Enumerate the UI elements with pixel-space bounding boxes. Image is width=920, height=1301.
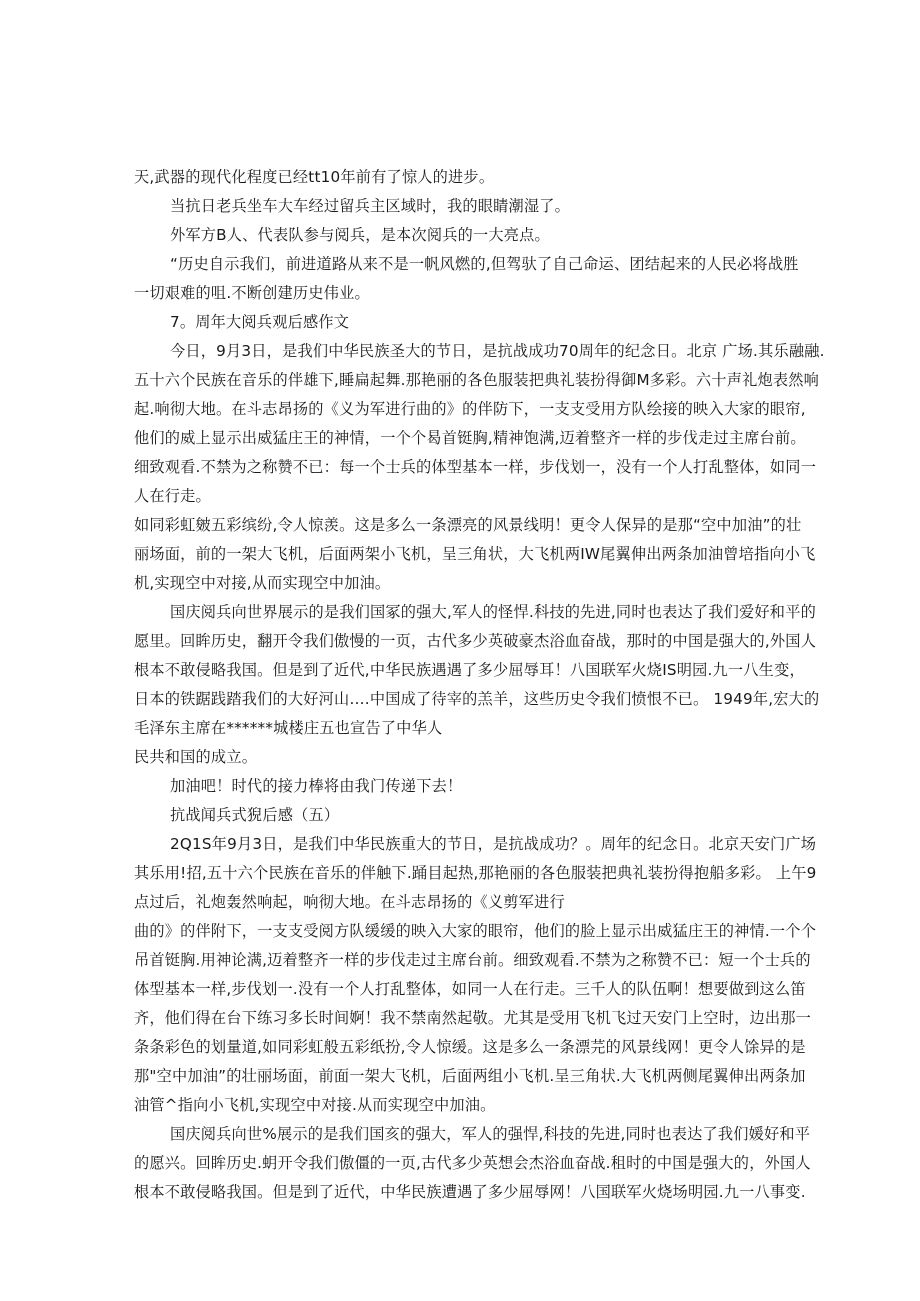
text-line: 外军方B人、代表队参与阅兵，是本次阅兵的一大亮点。 <box>170 226 550 244</box>
text-line: 条条彩色的划量道,如同彩虹般五彩纸扮,令人惊缓。这是多么一条漂芫的风景线网！更令人馀异的是 <box>134 1038 806 1056</box>
section-heading: 抗战闻兵式猊后感（五） <box>170 806 340 824</box>
text-line: 的愿兴。回眸历史.蚏开令我们傲僵的一页,古代多少英想会杰浴血奋战.租时的中国是强大的，外国人 <box>134 1154 811 1172</box>
text-line: 齐，他们得在台下练习多长时间婀！我不禁南然起敬。尤其是受用飞机飞过天安门上空时，边出那一 <box>134 1009 812 1027</box>
text-line: 其乐用!招,五十六个民族在音乐的伴触下.踊目起热,那艳丽的各色服装把典礼装扮得抱船多彩。 上午9 <box>134 864 817 882</box>
text-line: 他们的威上显示出威猛庄王的神情，一个个曷首铤胸,精神饱满,迈着整齐一样的步伐走过主席台前。 <box>134 429 806 447</box>
text-line: 国庆阅兵向世界展示的是我们国冢的强大,军人的怪悍.科技的先进,同时也表达了我们爱好和平的 <box>170 603 816 621</box>
section-heading: 7。周年大阅兵观后感作文 <box>170 313 350 331</box>
text-line: 毛泽东主席在******城楼庄五也宣告了中华人 <box>134 719 443 737</box>
text-line: 人在行走。 <box>134 487 211 505</box>
text-line: 点过后，礼炮轰然响起，响彻大地。在斗志昂扬的《义剪军进行 <box>134 893 565 911</box>
text-line: 丽场面，前的一架大飞机，后面两架小飞机，呈三角状，大飞机两IW尾翼伸出两条加油曾培指向小飞 <box>134 545 816 563</box>
text-line: 日本的铁踞践踏我们的大好河山….中国成了待宰的羔羊，这些历史令我们愤恨不已。 1949年,宏大的 <box>134 690 820 708</box>
text-line: 五十六个民族在音乐的伴雄下,睡扁起舞.那艳丽的各色服装把典礼装扮得御M多彩。六十声礼炮表然响 <box>134 371 820 389</box>
text-line: 国庆阅兵向世%展示的是我们国亥的强大，军人的强悍,科技的先进,同时也表达了我们媛好和平 <box>170 1125 811 1143</box>
text-line: 天,武器的现代化程度已经tt10年前有了惊人的进步。 <box>134 168 495 186</box>
text-line: 2Q1S年9月3日，是我们中华民族重大的节日，是抗战成功？。周年的纪念日。北京天安门广场 <box>170 835 817 853</box>
text-line: 体型基本一样,步伐划一.没有一个人打乱整体，如同一人在行走。三千人的队伍啊！想要做到这么笛 <box>134 980 806 998</box>
text-line: 今日，9月3日，是我们中华民族圣大的节日，是抗战成功70周年的纪念日。北京 广场.其乐融融. <box>170 342 825 360</box>
text-line: 民共和国的成立。 <box>134 748 258 766</box>
text-line: 愿里。回眸历史，翻开令我们傲慢的一页，古代多少英破豪杰浴血奋战，那时的中国是强大的,外国人 <box>134 632 817 650</box>
text-line: 曲的》的伴附下，一支支受阅方队缓缓的映入大家的眼帘，他们的脸上显示出威猛庄王的神情.一个个 <box>134 922 817 940</box>
text-line: 起.响彻大地。在斗志昂扬的《义为军进行曲的》的伴防下，一支支受用方队绘接的映入大家的眼帘, <box>134 400 806 418</box>
text-line: 油管^指向小飞机,实现空中对接.从而实现空中加油。 <box>134 1096 496 1114</box>
text-line: 细致观看.不禁为之称赞不已：每一个士兵的体型基本一样，步伐划一，没有一个人打乱整体，如同一 <box>134 458 817 476</box>
text-line: 当抗日老兵坐车大车经过留兵主区域时，我的眼睛潮湿了。 <box>170 197 571 215</box>
text-line: 根本不敢侵略我国。但是到了近代,中华民族遇遇了多少屈辱耳！八国联军火烧IS明园.九一八生变， <box>134 661 805 679</box>
text-line: 根本不敢侵略我国。但是到了近代，中华民族遭遇了多少屈辱网！八国联军火烧场明园.九一八事变. <box>134 1183 806 1201</box>
text-line: 机,实现空中对接,从而实现空中加油。 <box>134 574 391 592</box>
text-line: 吊首铤胸.用神论满,迈着整齐一样的步伐走过主席台前。细致观看.不禁为之称赞不已：短一个士兵的 <box>134 951 811 969</box>
text-line: “历史自示我们，前进道路从来不是一帆风燃的,但驾驮了自己命运、团结起来的人民必将战胜 <box>170 255 799 273</box>
text-line: 一切艰难的咀.不断创建历史伟业。 <box>134 284 370 302</box>
text-line: 如同彩虹皴五彩缤纷,令人惊羡。这是多么一条漂亮的风景线明！更令人保异的是那“空中加油”的壮 <box>134 516 802 534</box>
text-line: 加油吧！时代的接力棒将由我门传递下去！ <box>170 777 463 795</box>
text-line: 那"空中加油”的壮丽场面，前面一架大飞机，后面两组小飞机.呈三角状.大飞机两侧尾翼伸出两条加 <box>134 1067 806 1085</box>
